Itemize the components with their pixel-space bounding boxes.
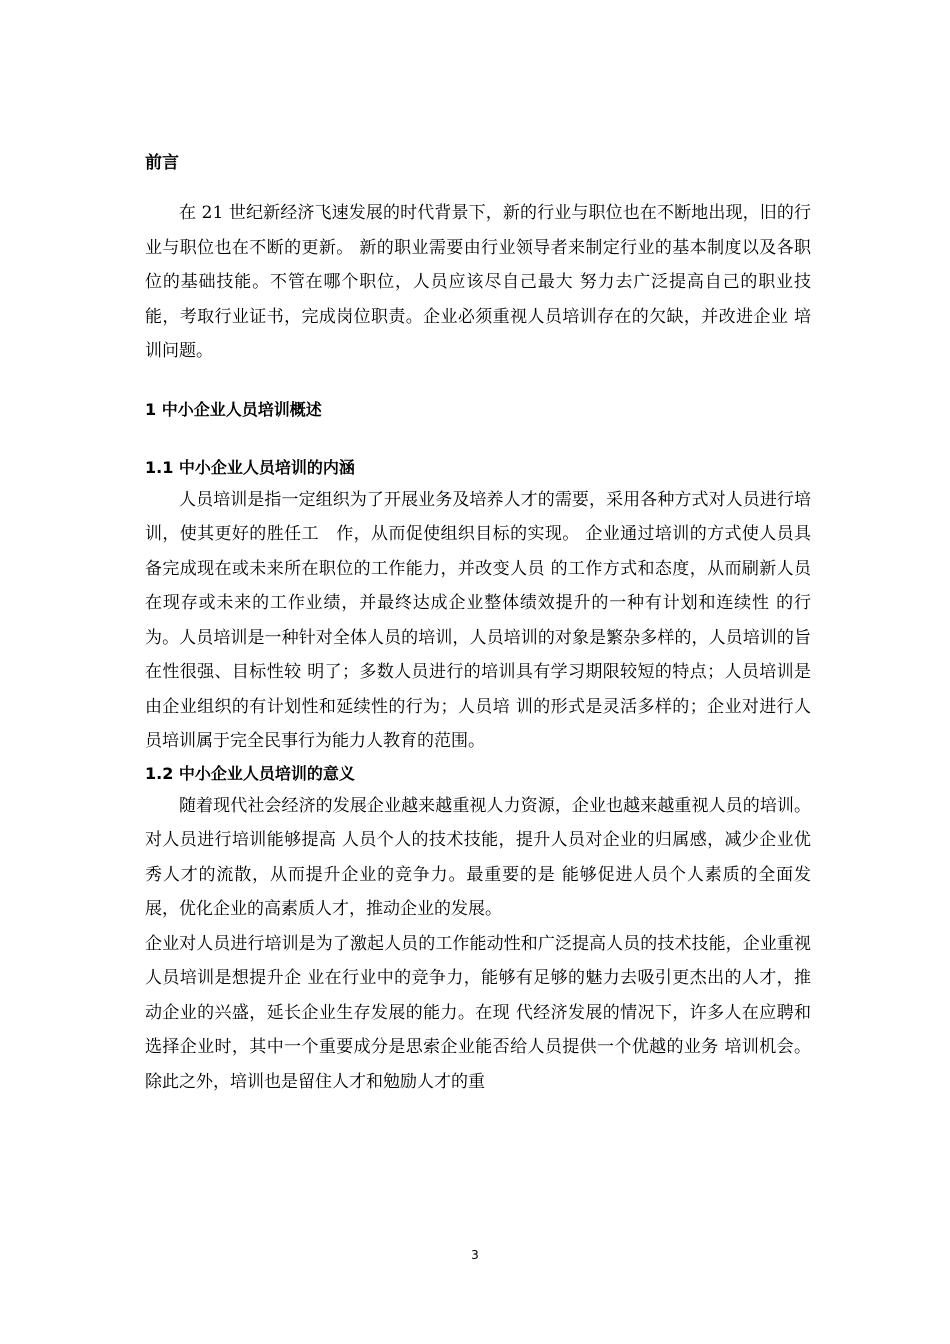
page-content [145,148,811,1099]
section-1-2-paragraph-1: 随着现代社会经济的发展企业越来越重视人力资源，企业也越来越重视人员的培训。对人员进行培训能够提高 人员个人的技术技能，提升人员对企业的归属感，减少企业优秀人才的流散，从而提升企业的竞争力。最重要的是 能够促进人员个人素质的全面发展，优化企业的高素质人才，推动企业的发展。 [145,795,811,919]
section-1-1-heading: 1.1 中小企业人员培训的内涵 [145,457,355,477]
preface-paragraph: 在 21 世纪新经济飞速发展的时代背景下，新的行业与职位也在不断地出现，旧的行业与职位也在不断的更新。 新的职业需要由行业领导者来制定行业的基本制度以及各职位的基础技能。不管在哪个职位，人员应该尽自己最大 努力去广泛提高自己的职业技能，考取行业证书，完成岗位职责。企业必须重视人员培训存在的欠缺，并改进企业 培训问题。 [145,203,811,361]
section-1-2-paragraph-2: 企业对人员进行培训是为了激起人员的工作能动性和广泛提高人员的技术技能，企业重视人员培训是想提升企 业在行业中的竞争力，能够有足够的魅力去吸引更杰出的人才，推动企业的兴盛，延长企业生存发展的能力。在现 代经济发展的情况下，许多人在应聘和选择企业时，其中一个重要成分是思索企业能否给人员提供一个优越的业务 培训机会。除此之外，培训也是留住人才和勉励人才的重 [145,933,811,1092]
page-number: 3 [471,1248,479,1262]
section-1-2-heading: 1.2 中小企业人员培训的意义 [145,763,355,783]
section-1-1-paragraph: 人员培训是指一定组织为了开展业务及培养人才的需要，采用各种方式对人员进行培训，使其更好的胜任工 作，从而促使组织目标的实现。 企业通过培训的方式使人员具备完成现在或未来所在职位的工作能力，并改变人员 的工作方式和态度，从而刷新人员在现存或未来的工作业绩，并最终达成企业整体绩效提升的一种有计划和连续性 的行为。人员培训是一种针对全体人员的培训，人员培训的对象是繁杂多样的，人员培训的旨在性很强、目标性较 明了；多数人员进行的培训具有学习期限较短的特点；人员培训是由企业组织的有计划性和延续性的行为；人员培 训的形式是灵活多样的；企业对进行人员培训属于完全民事行为能力人教育的范围。 [145,489,811,751]
preface-heading: 前言 [145,153,179,173]
section-1-heading: 1 中小企业人员培训概述 [145,399,322,419]
